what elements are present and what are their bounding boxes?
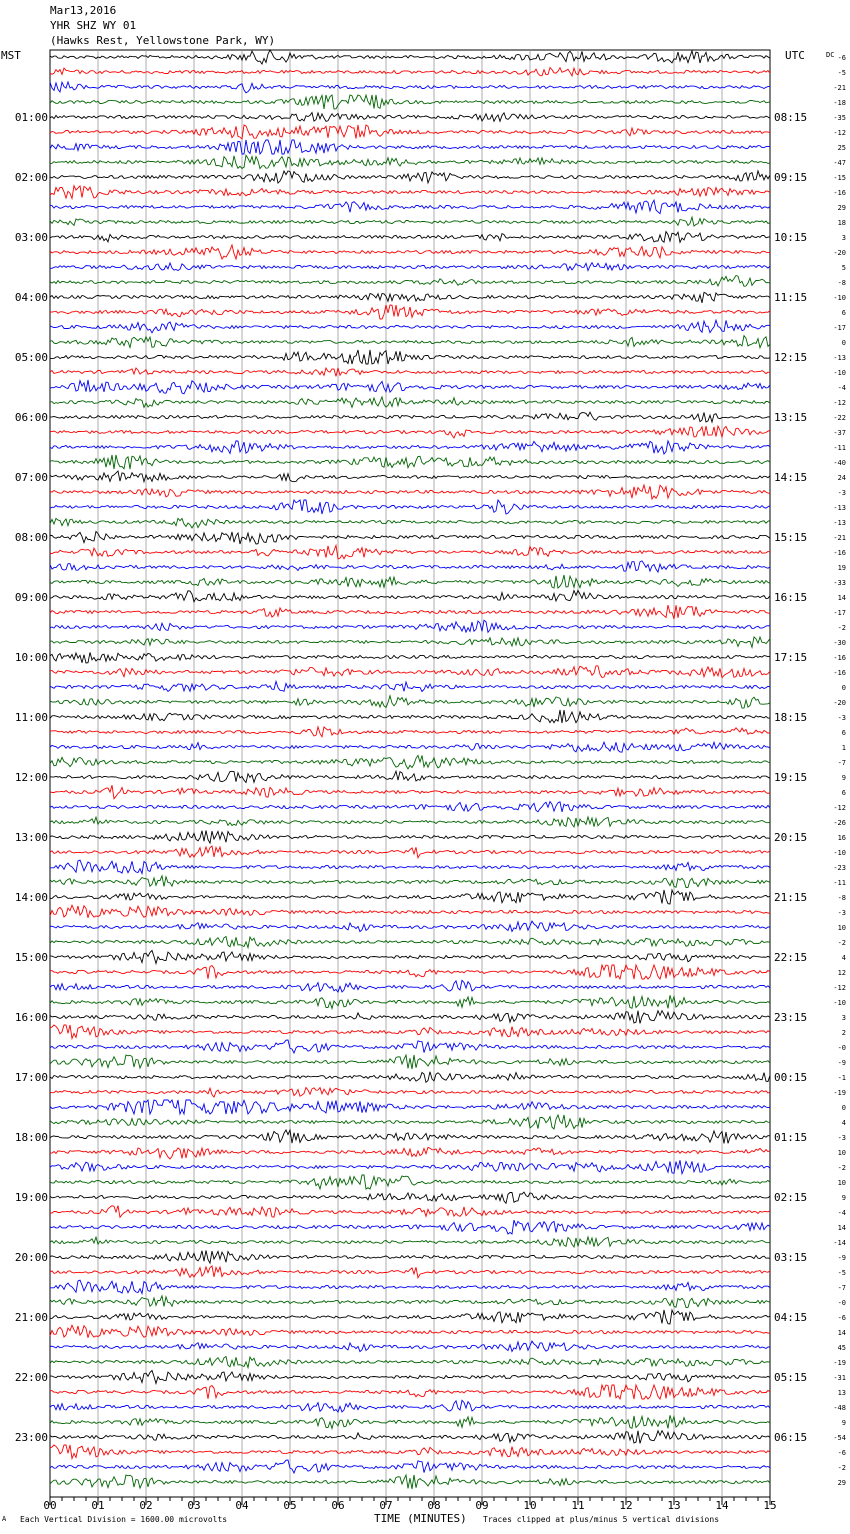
seismic-trace	[50, 876, 770, 888]
dc-offset-value: -3	[837, 489, 846, 497]
mst-hour-label: 18:00	[14, 1131, 48, 1144]
dc-offset-value: -23	[833, 864, 846, 872]
dc-offset-value: -4	[837, 384, 846, 392]
utc-hour-label: 05:15	[774, 1371, 808, 1384]
seismic-trace	[50, 200, 770, 213]
dc-offset-value: -5	[837, 69, 846, 77]
mst-hour-label: 01:00	[14, 111, 48, 124]
utc-hour-label: 00:15	[774, 1071, 808, 1084]
seismic-trace	[50, 1460, 770, 1473]
dc-offset-value: -7	[837, 1284, 846, 1292]
dc-offset-value: -17	[833, 324, 846, 332]
x-tick-label: 13	[667, 1499, 681, 1512]
dc-offset-value: 45	[837, 1344, 846, 1352]
dc-offset-value: -26	[833, 819, 846, 827]
seismic-trace	[50, 1296, 770, 1308]
seismic-trace	[50, 1371, 770, 1384]
seismic-trace	[50, 1206, 770, 1218]
utc-hour-label: 06:15	[774, 1431, 808, 1444]
mst-hour-label: 07:00	[14, 471, 48, 484]
seismic-trace	[50, 68, 770, 76]
utc-hour-label: 04:15	[774, 1311, 808, 1324]
seismic-trace	[50, 1100, 770, 1114]
dc-offset-value: 29	[837, 1479, 846, 1487]
seismic-trace	[50, 831, 770, 844]
mst-hour-label: 12:00	[14, 771, 48, 784]
dc-offset-value: -6	[837, 1314, 846, 1322]
mst-hour-label: 15:00	[14, 951, 48, 964]
dc-offset-value: -35	[833, 114, 846, 122]
dc-offset-value: -37	[833, 429, 846, 437]
seismic-trace	[50, 1175, 770, 1189]
right-axis-label: UTC	[785, 49, 805, 62]
header-station: YHR SHZ WY 01	[50, 19, 137, 32]
dc-offset-value: 6	[841, 309, 846, 317]
dc-offset-value: -10	[833, 999, 846, 1007]
utc-hour-label: 03:15	[774, 1251, 808, 1264]
dc-offset-value: 10	[837, 924, 846, 932]
seismic-trace	[50, 1088, 770, 1098]
mst-hour-label: 08:00	[14, 531, 48, 544]
seismic-trace	[50, 1400, 770, 1412]
seismic-trace	[50, 1415, 770, 1428]
dc-offset-value: 19	[837, 564, 846, 572]
seismic-trace	[50, 995, 770, 1008]
seismic-trace	[50, 666, 770, 678]
seismic-trace	[50, 245, 770, 259]
utc-hour-label: 12:15	[774, 351, 808, 364]
dc-offset-value: -54	[833, 1434, 846, 1442]
dc-offset-value: -21	[833, 84, 846, 92]
seismic-trace	[50, 1251, 770, 1264]
dc-offset-value: 0	[841, 684, 846, 692]
dc-offset-value: 14	[837, 1329, 846, 1337]
utc-hour-label: 23:15	[774, 1011, 808, 1024]
seismic-trace	[50, 113, 770, 122]
seismic-trace	[50, 1040, 770, 1053]
dc-offset-value: -19	[833, 1359, 846, 1367]
seismic-trace	[50, 637, 770, 648]
seismic-trace	[50, 1237, 770, 1247]
dc-offset-value: 18	[837, 219, 846, 227]
dc-offset-value: -6	[837, 1449, 846, 1457]
dc-offset-value: 9	[841, 1194, 846, 1202]
seismic-trace	[50, 710, 770, 723]
dc-offset-value: -10	[833, 294, 846, 302]
dc-offset-value: -13	[833, 519, 846, 527]
x-tick-label: 06	[331, 1499, 345, 1512]
dc-offset-value: 14	[837, 1224, 846, 1232]
x-tick-label: 11	[571, 1499, 585, 1512]
dc-offset-value: -8	[837, 279, 846, 287]
x-tick-label: 03	[187, 1499, 201, 1512]
dc-offset-value: -30	[833, 639, 846, 647]
utc-hour-label: 01:15	[774, 1131, 808, 1144]
seismic-trace	[50, 1147, 770, 1159]
seismic-trace	[50, 1115, 770, 1129]
dc-offset-value: 0	[841, 1104, 846, 1112]
seismic-trace	[50, 1025, 770, 1039]
seismic-trace	[50, 171, 770, 183]
dc-offset-value: -3	[837, 714, 846, 722]
dc-offset-value: -16	[833, 189, 846, 197]
x-tick-label: 14	[715, 1499, 729, 1512]
seismic-trace	[50, 155, 770, 168]
seismic-trace	[50, 95, 770, 109]
seismic-trace	[50, 590, 770, 602]
utc-hour-label: 16:15	[774, 591, 808, 604]
seismic-trace	[50, 368, 770, 377]
utc-hour-label: 09:15	[774, 171, 808, 184]
dc-offset-value: 3	[841, 1014, 846, 1022]
mst-hour-label: 10:00	[14, 651, 48, 664]
seismic-trace	[50, 1011, 770, 1024]
seismic-trace	[50, 1357, 770, 1368]
mst-hour-label: 06:00	[14, 411, 48, 424]
seismic-trace	[50, 860, 770, 873]
dc-offset-value: -33	[833, 579, 846, 587]
dc-offset-value: -3	[837, 1134, 846, 1142]
x-tick-label: 07	[379, 1499, 393, 1512]
header-date: Mar13,2016	[50, 4, 117, 17]
seismic-trace	[50, 500, 770, 514]
dc-offset-value: -31	[833, 1374, 846, 1382]
utc-hour-label: 14:15	[774, 471, 808, 484]
seismic-trace	[50, 320, 770, 333]
mst-hour-label: 11:00	[14, 711, 48, 724]
dc-offset-value: 2	[841, 1029, 846, 1037]
seismic-trace	[50, 1055, 770, 1069]
x-tick-label: 01	[91, 1499, 105, 1512]
dc-offset-value: -2	[837, 1164, 846, 1172]
seismic-trace	[50, 441, 770, 454]
dc-offset-value: -12	[833, 399, 846, 407]
utc-hour-label: 22:15	[774, 951, 808, 964]
utc-hour-label: 08:15	[774, 111, 808, 124]
dc-offset-value: 6	[841, 729, 846, 737]
dc-offset-value: -12	[833, 984, 846, 992]
seismic-trace	[50, 905, 770, 918]
seismic-trace	[50, 965, 770, 979]
seismic-trace	[50, 937, 770, 948]
dc-offset-value: -9	[837, 1254, 846, 1262]
dc-offset-value: -11	[833, 444, 846, 452]
utc-hour-label: 18:15	[774, 711, 808, 724]
dc-offset-value: 10	[837, 1179, 846, 1187]
dc-offset-value: 4	[841, 1119, 846, 1127]
mst-hour-label: 22:00	[14, 1371, 48, 1384]
dc-offset-value: 25	[837, 144, 846, 152]
seismic-trace	[50, 771, 770, 782]
dc-offset-value: 4	[841, 954, 846, 962]
dc-offset-value: -4	[837, 1209, 846, 1217]
seismic-trace	[50, 1130, 770, 1143]
dc-offset-value: -17	[833, 609, 846, 617]
utc-hour-label: 11:15	[774, 291, 808, 304]
dc-offset-value: -11	[833, 879, 846, 887]
dc-offset-value: 16	[837, 834, 846, 842]
x-tick-label: 05	[283, 1499, 297, 1512]
seismic-trace	[50, 471, 770, 482]
dc-offset-value: 3	[841, 234, 846, 242]
dc-offset-value: 0	[841, 339, 846, 347]
dc-offset-value: -48	[833, 1404, 846, 1412]
seismic-trace	[50, 50, 770, 64]
seismic-trace	[50, 82, 770, 93]
footer-mark: A	[2, 1515, 7, 1523]
seismic-trace	[50, 696, 770, 708]
dc-offset-value: 1	[841, 744, 846, 752]
dc-offset-value: -18	[833, 99, 846, 107]
seismic-trace	[50, 292, 770, 303]
seismic-trace	[50, 1445, 770, 1459]
seismic-trace	[50, 1072, 770, 1083]
mst-hour-label: 14:00	[14, 891, 48, 904]
seismic-trace	[50, 890, 770, 904]
dc-offset-value: -19	[833, 1089, 846, 1097]
mst-hour-label: 03:00	[14, 231, 48, 244]
dc-offset-value: 12	[837, 969, 846, 977]
seismic-trace	[50, 336, 770, 348]
dc-offset-value: -47	[833, 159, 846, 167]
mst-hour-label: 20:00	[14, 1251, 48, 1264]
dc-offset-value: -6	[837, 54, 846, 62]
mst-hour-label: 02:00	[14, 171, 48, 184]
dc-offset-value: -10	[833, 849, 846, 857]
dc-offset-value: 6	[841, 789, 846, 797]
seismic-trace	[50, 921, 770, 932]
dc-offset-value: -40	[833, 459, 846, 467]
x-tick-label: 15	[763, 1499, 777, 1512]
seismic-trace	[50, 125, 770, 139]
mst-hour-label: 13:00	[14, 831, 48, 844]
dc-offset-value: -16	[833, 549, 846, 557]
dc-offset-value: 13	[837, 1389, 846, 1397]
seismic-trace	[50, 846, 770, 858]
seismic-trace	[50, 620, 770, 632]
seismic-trace	[50, 1192, 770, 1203]
seismic-trace	[50, 1220, 770, 1234]
x-tick-label: 09	[475, 1499, 489, 1512]
utc-hour-label: 13:15	[774, 411, 808, 424]
seismic-trace	[50, 412, 770, 422]
dc-offset-value: -12	[833, 129, 846, 137]
seismic-trace	[50, 785, 770, 799]
seismic-trace	[50, 742, 770, 752]
seismic-trace	[50, 980, 770, 992]
dc-offset-value: -2	[837, 939, 846, 947]
dc-offset-value: -9	[837, 1059, 846, 1067]
dc-offset-value: 29	[837, 204, 846, 212]
x-tick-label: 10	[523, 1499, 537, 1512]
dc-offset-value: -15	[833, 174, 846, 182]
seismic-trace	[50, 397, 770, 408]
dc-offset-value: -8	[837, 894, 846, 902]
dc-offset-value: -2	[837, 1464, 846, 1472]
seismic-trace	[50, 186, 770, 199]
seismic-trace	[50, 1431, 770, 1444]
seismic-trace	[50, 217, 770, 226]
mst-hour-label: 05:00	[14, 351, 48, 364]
dc-offset-value: -7	[837, 759, 846, 767]
seismic-trace	[50, 545, 770, 559]
utc-hour-label: 20:15	[774, 831, 808, 844]
x-tick-label: 04	[235, 1499, 249, 1512]
mst-hour-label: 17:00	[14, 1071, 48, 1084]
seismic-trace	[50, 817, 770, 827]
scale-note: Each Vertical Division = 1600.00 microvolts	[20, 1515, 228, 1524]
seismic-trace	[50, 140, 770, 154]
dc-offset-value: 14	[837, 594, 846, 602]
seismic-trace	[50, 802, 770, 812]
seismic-trace	[50, 276, 770, 287]
x-axis-title: TIME (MINUTES)	[374, 1512, 467, 1525]
dc-offset-value: -13	[833, 354, 846, 362]
plot-frame	[50, 50, 770, 1497]
x-tick-label: 02	[139, 1499, 153, 1512]
seismic-trace	[50, 755, 770, 769]
dc-offset-value: -2	[837, 624, 846, 632]
left-axis-label: MST	[1, 49, 21, 62]
seismic-trace	[50, 951, 770, 964]
seismic-trace	[50, 561, 770, 572]
utc-hour-label: 02:15	[774, 1191, 808, 1204]
seismic-trace	[50, 380, 770, 394]
seismic-trace	[50, 1280, 770, 1293]
seismic-trace	[50, 485, 770, 499]
dc-offset-value: -5	[837, 1269, 846, 1277]
dc-offset-value: -14	[833, 1239, 846, 1247]
seismic-trace	[50, 1475, 770, 1489]
dc-offset-value: -16	[833, 669, 846, 677]
dc-offset-value: -10	[833, 369, 846, 377]
dc-offset-value: -16	[833, 654, 846, 662]
dc-offset-value: -20	[833, 249, 846, 257]
dc-offset-value: 9	[841, 1419, 846, 1427]
utc-hour-label: 21:15	[774, 891, 808, 904]
header-location: (Hawks Rest, Yellowstone Park, WY)	[50, 34, 276, 47]
seismic-trace	[50, 681, 770, 691]
seismic-trace	[50, 518, 770, 528]
seismic-trace	[50, 232, 770, 243]
utc-hour-label: 15:15	[774, 531, 808, 544]
clip-note: Traces clipped at plus/minus 5 vertical divisions	[483, 1515, 720, 1524]
seismic-trace	[50, 263, 770, 271]
seismic-trace	[50, 575, 770, 588]
mst-hour-label: 16:00	[14, 1011, 48, 1024]
seismic-trace	[50, 652, 770, 663]
utc-hour-label: 19:15	[774, 771, 808, 784]
seismic-trace	[50, 1385, 770, 1399]
seismic-trace	[50, 305, 770, 319]
mst-hour-label: 04:00	[14, 291, 48, 304]
dc-offset-value: 24	[837, 474, 846, 482]
dc-offset-value: -13	[833, 504, 846, 512]
mst-hour-label: 09:00	[14, 591, 48, 604]
dc-offset-value: -3	[837, 909, 846, 917]
mst-hour-label: 23:00	[14, 1431, 48, 1444]
seismic-trace	[50, 1341, 770, 1352]
dc-offset-value: -12	[833, 804, 846, 812]
seismic-trace	[50, 350, 770, 364]
seismic-trace	[50, 1310, 770, 1324]
x-tick-label: 00	[43, 1499, 57, 1512]
dc-offset-value: 10	[837, 1149, 846, 1157]
seismic-trace	[50, 455, 770, 469]
utc-hour-label: 17:15	[774, 651, 808, 664]
seismic-trace	[50, 531, 770, 544]
mst-hour-label: 19:00	[14, 1191, 48, 1204]
seismic-trace	[50, 727, 770, 737]
seismic-trace	[50, 1160, 770, 1174]
dc-offset-value: -22	[833, 414, 846, 422]
dc-offset-value: -0	[837, 1299, 846, 1307]
dc-offset-value: -0	[837, 1044, 846, 1052]
dc-label: DC	[826, 51, 835, 59]
seismic-trace	[50, 426, 770, 438]
dc-offset-value: -21	[833, 534, 846, 542]
dc-offset-value: 9	[841, 774, 846, 782]
x-tick-label: 12	[619, 1499, 633, 1512]
dc-offset-value: -20	[833, 699, 846, 707]
seismic-trace	[50, 1325, 770, 1338]
dc-offset-value: 5	[841, 264, 846, 272]
utc-hour-label: 10:15	[774, 231, 808, 244]
dc-offset-value: -1	[837, 1074, 846, 1082]
seismic-trace	[50, 1266, 770, 1278]
mst-hour-label: 21:00	[14, 1311, 48, 1324]
seismic-trace	[50, 605, 770, 619]
x-tick-label: 08	[427, 1499, 441, 1512]
